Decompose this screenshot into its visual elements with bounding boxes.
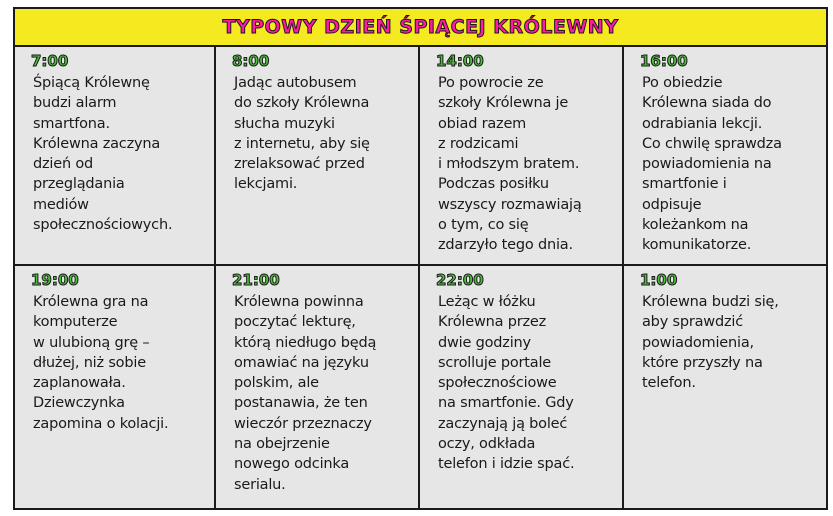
time-label: 7:00 xyxy=(31,52,69,70)
cell-description: Królewna gra na komputerze w ulubioną grę – dłużej, niż sobie zaplanowała. Dziewczynka zapomina o kolacji. xyxy=(33,294,169,432)
cell-description: Po obiedzie Królewna siada do odrabiania lekcji. Co chwilę sprawdza powiadomienia na smartfonie i odpisuje koleżankom na komunikatorze. xyxy=(642,75,782,254)
cell-description: Jadąc autobusem do szkoły Królewna słucha muzyki z internetu, aby się zrelaksować przed lekcjami. xyxy=(234,75,370,193)
cell-description: Po powrocie ze szkoły Królewna je obiad razem z rodzicami i młodszym bratem. Podczas posiłku wszyscy rozmawiają o tym, co się zdarzyło tego dnia. xyxy=(438,75,582,254)
time-label: 14:00 xyxy=(436,52,484,70)
cell-description: Śpiącą Królewnę budzi alarm smartfona. Królewna zaczyna dzień od przeglądania mediów społecznościowych. xyxy=(33,75,173,234)
time-label: 22:00 xyxy=(436,271,484,289)
page-title: TYPOWY DZIEŃ ŚPIĄCEJ KRÓLEWNY xyxy=(222,16,619,38)
time-label: 8:00 xyxy=(232,52,270,70)
title-bar xyxy=(15,9,826,47)
time-label: 16:00 xyxy=(640,52,688,70)
schedule-cell-2200 xyxy=(420,266,624,510)
cell-description: Leżąc w łóżku Królewna przez dwie godziny scrolluje portale społecznościowe na smartfonie. Gdy zaczynają ją boleć oczy, odkłada telefon i idzie spać. xyxy=(438,294,575,473)
schedule-cell-0800 xyxy=(216,47,420,266)
time-label: 19:00 xyxy=(31,271,79,289)
schedule-sheet xyxy=(13,7,828,510)
schedule-cell-1400 xyxy=(420,47,624,266)
schedule-cell-1900 xyxy=(15,266,216,510)
time-label: 1:00 xyxy=(640,271,678,289)
cell-description: Królewna powinna poczytać lekturę, którą niedługo będą omawiać na języku polskim, ale postanawia, że ten wieczór przeznaczy na obejrzenie nowego odcinka serialu. xyxy=(234,294,377,493)
schedule-grid xyxy=(15,47,826,508)
schedule-cell-1600 xyxy=(624,47,826,266)
time-label: 21:00 xyxy=(232,271,280,289)
cell-description: Królewna budzi się, aby sprawdzić powiadomienia, które przyszły na telefon. xyxy=(642,294,779,392)
schedule-cell-2100 xyxy=(216,266,420,510)
schedule-cell-0700 xyxy=(15,47,216,266)
schedule-cell-0100 xyxy=(624,266,826,510)
